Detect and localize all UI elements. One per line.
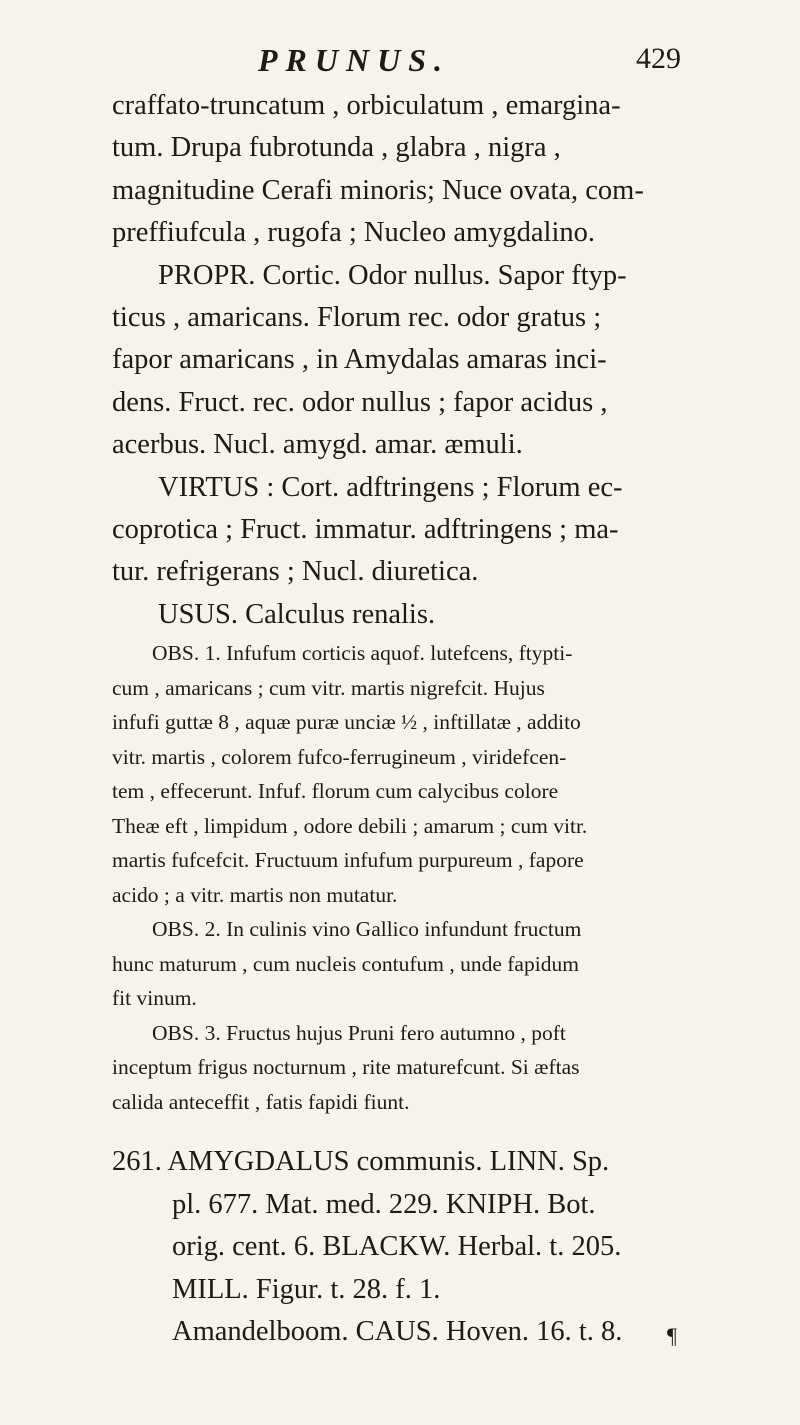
observation-line: OBS. 3. Fructus hujus Pruni fero autumno , poft [152, 1020, 566, 1045]
properties-heading-line: PROPR. Cortic. Odor nullus. Sapor ftyp- [158, 259, 627, 291]
virtues-heading-line: VIRTUS : Cort. adftringens ; Florum ec- [158, 471, 623, 503]
entry-heading-line: 261. AMYGDALUS communis. LINN. Sp. [112, 1146, 610, 1178]
text-line: magnitudine Cerafi minoris; Nuce ovata, com- [112, 174, 644, 206]
entry-reference-line: Amandelboom. CAUS. Hoven. 16. t. 8. [172, 1315, 623, 1347]
page-number: 429 [636, 42, 681, 75]
running-head: PRUNUS. [258, 42, 451, 78]
observation-line: fit vinum. [112, 986, 197, 1011]
text-line: tum. Drupa fubrotunda , glabra , nigra , [112, 132, 561, 164]
observation-line: cum , amaricans ; cum vitr. martis nigrefcit. Hujus [112, 675, 545, 700]
marginal-mark: ¶ [667, 1323, 677, 1348]
text-line: ticus , amaricans. Florum rec. odor gratus ; [112, 302, 602, 334]
observation-line: Theæ eft , limpidum , odore debili ; amarum ; cum vitr. [112, 813, 588, 838]
text-line: tur. refrigerans ; Nucl. diuretica. [112, 556, 479, 588]
entry-reference-line: orig. cent. 6. BLACKW. Herbal. t. 205. [172, 1231, 622, 1263]
observation-line: OBS. 1. Infufum corticis aquof. lutefcens, ftypti- [152, 641, 573, 666]
observation-line: acido ; a vitr. martis non mutatur. [112, 882, 398, 907]
observation-line: martis fufcefcit. Fructuum infufum purpureum , fapore [112, 848, 584, 873]
observation-line: tem , effecerunt. Infuf. florum cum calycibus colore [112, 779, 559, 804]
observation-line: vitr. martis , colorem fufco-ferrugineum , viridefcen- [112, 744, 567, 769]
text-line: coprotica ; Fruct. immatur. adftringens ; ma- [112, 514, 619, 546]
observation-line: calida anteceffit , fatis fapidi fiunt. [112, 1089, 410, 1114]
observation-line: inceptum frigus nocturnum , rite maturefcunt. Si æftas [112, 1055, 580, 1080]
text-line: acerbus. Nucl. amygd. amar. æmuli. [112, 429, 523, 461]
entry-reference-line: MILL. Figur. t. 28. f. 1. [172, 1273, 441, 1305]
observation-line: infufi guttæ 8 , aquæ puræ unciæ ½ , inftillatæ , addito [112, 710, 581, 735]
observation-line: hunc maturum , cum nucleis contufum , unde fapidum [112, 951, 579, 976]
text-line: fapor amaricans , in Amydalas amaras inci- [112, 344, 607, 376]
text-line: preffiufcula , rugofa ; Nucleo amygdalino. [112, 217, 596, 249]
text-line: dens. Fruct. rec. odor nullus ; fapor acidus , [112, 386, 608, 418]
observation-line: OBS. 2. In culinis vino Gallico infundunt fructum [152, 917, 582, 942]
text-line: craffato-truncatum , orbiculatum , emargina- [112, 90, 621, 121]
usus-heading-line: USUS. Calculus renalis. [158, 598, 436, 630]
entry-reference-line: pl. 677. Mat. med. 229. KNIPH. Bot. [172, 1188, 596, 1220]
section-gap [112, 1119, 722, 1141]
body-text [112, 85, 722, 1353]
